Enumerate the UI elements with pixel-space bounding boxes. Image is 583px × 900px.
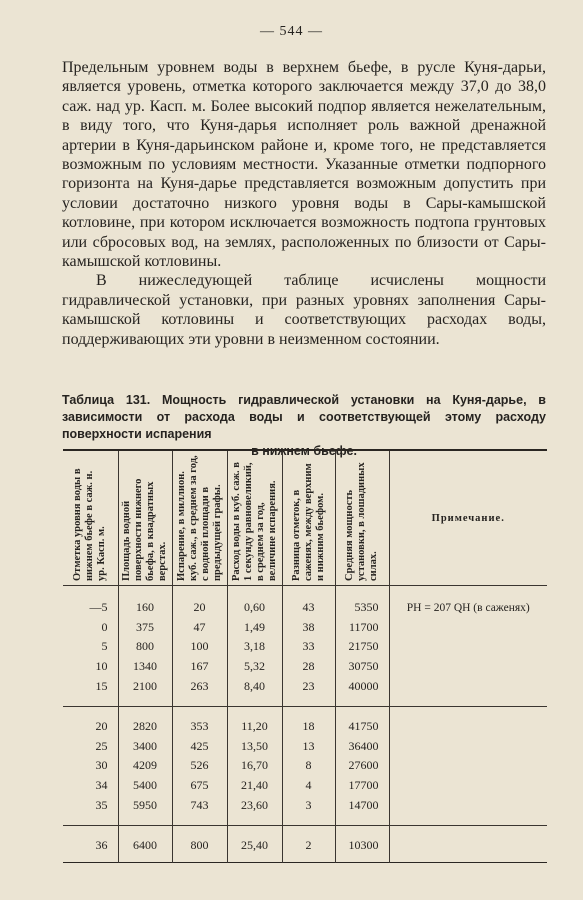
table-cell <box>389 637 547 657</box>
column-header: Отметка уровня воды в нижнем бьефе в саж. н. ур. Касп. м. <box>63 450 118 586</box>
table-row <box>63 795 547 825</box>
table-cell: 5350 <box>335 586 389 618</box>
table-caption-main: Таблица 131. Мощность гидравлической установки на Куня-дарье, в зависимости от расхода воды и соответствующей этому расходу поверхности испарения <box>62 393 546 441</box>
table-cell: 21750 <box>335 637 389 657</box>
table-row <box>63 676 547 706</box>
table-cell: 526 <box>172 756 227 776</box>
table-cell: 5950 <box>118 795 172 825</box>
table-cell: 36 <box>63 825 118 862</box>
table-cell: 375 <box>118 618 172 638</box>
table-cell: 3,18 <box>227 637 282 657</box>
table-cell <box>389 795 547 825</box>
table-cell: 8,40 <box>227 676 282 706</box>
table-cell: 263 <box>172 676 227 706</box>
table-cell: 0,60 <box>227 586 282 618</box>
table-cell: 2820 <box>118 706 172 736</box>
column-header: Средняя мощность установки, в лошадиных силах. <box>335 450 389 586</box>
table-cell <box>389 756 547 776</box>
paragraph-1: Предельным уровнем воды в верхнем бьефе, в русле Куня-дарьи, является уровень, отметка которого заключается между 37,0 до 38,0 саж. над ур. Касп. м. Более высокий подпор является нежелательным, в виду того, что Куня-дарья исполняет роль важной дренажной артерии в Куня-дарьинском районе и, кроме того, не представляется возможным по условиям местности. Указанные отметки подпорного горизонта на Куня-дарье представляется возможным допустить при условии достаточно низкого уровня воды в Сары-камышской котловине, при котором исключается возможность подтопа грунтовых или сбросовых вод, на землях, расположенных по близости от Сары-камышской котловины. <box>62 59 546 271</box>
table-cell <box>389 657 547 677</box>
table-row <box>63 637 547 657</box>
table-cell: 13,50 <box>227 737 282 757</box>
table-cell: 0 <box>63 618 118 638</box>
table-cell: 11,20 <box>227 706 282 736</box>
table-cell: 20 <box>63 706 118 736</box>
table-row <box>63 706 547 736</box>
table-cell: 28 <box>282 657 335 677</box>
column-header: Разница отметок, в саженях, между верхним и нижним бьефом. <box>282 450 335 586</box>
table-cell: 2 <box>282 825 335 862</box>
table-cell: 38 <box>282 618 335 638</box>
table-cell: 33 <box>282 637 335 657</box>
power-table <box>63 449 547 863</box>
table-cell: 25,40 <box>227 825 282 862</box>
table-cell: 14700 <box>335 795 389 825</box>
table-cell: 35 <box>63 795 118 825</box>
table-cell: 167 <box>172 657 227 677</box>
page-number: — 544 — <box>260 24 323 39</box>
table-cell: 425 <box>172 737 227 757</box>
table-cell <box>389 618 547 638</box>
table-cell: 100 <box>172 637 227 657</box>
table-row <box>63 586 547 618</box>
table-cell: 23 <box>282 676 335 706</box>
table-cell <box>389 825 547 862</box>
table-cell: 41750 <box>335 706 389 736</box>
table-row <box>63 825 547 862</box>
table-cell: 16,70 <box>227 756 282 776</box>
table-cell: 15 <box>63 676 118 706</box>
table-cell: 353 <box>172 706 227 736</box>
table-cell: 800 <box>172 825 227 862</box>
table-cell: 34 <box>63 776 118 796</box>
table-cell: 18 <box>282 706 335 736</box>
table-cell: 43 <box>282 586 335 618</box>
table-cell: 21,40 <box>227 776 282 796</box>
table-cell: 30 <box>63 756 118 776</box>
table-cell <box>389 776 547 796</box>
table-cell <box>389 737 547 757</box>
table-cell: 36400 <box>335 737 389 757</box>
table-cell <box>389 676 547 706</box>
column-header: Площадь водной поверхности нижнего бьефа, в квадратных верстах. <box>118 450 172 586</box>
table-cell: 25 <box>63 737 118 757</box>
column-header: Примечание. <box>389 450 547 586</box>
table-cell: 23,60 <box>227 795 282 825</box>
table-cell: 27600 <box>335 756 389 776</box>
table-cell: 20 <box>172 586 227 618</box>
table-cell: 800 <box>118 637 172 657</box>
table-cell: 6400 <box>118 825 172 862</box>
table-row <box>63 618 547 638</box>
table-cell: 40000 <box>335 676 389 706</box>
table-cell: 11700 <box>335 618 389 638</box>
table-cell: 10 <box>63 657 118 677</box>
table-cell: 1,49 <box>227 618 282 638</box>
table-cell: 10300 <box>335 825 389 862</box>
table-cell: 5,32 <box>227 657 282 677</box>
paragraph-2: В нижеследующей таблице исчислены мощности гидравлической установки, при разных уровнях заполнения Сары-камышской котловины и соответствующих расходах воды, поддерживающих эти уровни в неизменном состоянии. <box>62 272 546 348</box>
table-note: PH = 207 QH (в саженях) <box>389 586 547 618</box>
body-text <box>62 58 546 349</box>
table-cell: 5400 <box>118 776 172 796</box>
table-row <box>63 737 547 757</box>
table-header-row <box>63 450 547 586</box>
table-caption-last-line: в нижнем бьефе. <box>251 444 357 458</box>
table-cell: 4209 <box>118 756 172 776</box>
table-cell: 8 <box>282 756 335 776</box>
table-cell: 13 <box>282 737 335 757</box>
table-cell: 47 <box>172 618 227 638</box>
table-cell: 160 <box>118 586 172 618</box>
table-cell: 3 <box>282 795 335 825</box>
table-cell: 2100 <box>118 676 172 706</box>
table-cell: 743 <box>172 795 227 825</box>
table-cell: 3400 <box>118 737 172 757</box>
column-header: Испарение, в миллион. куб. саж., в среднем за год, с водной площади в предыдущей графы. <box>172 450 227 586</box>
table-cell: —5 <box>63 586 118 618</box>
table-cell: 1340 <box>118 657 172 677</box>
table-cell: 5 <box>63 637 118 657</box>
table-cell <box>389 706 547 736</box>
table-cell: 675 <box>172 776 227 796</box>
table-cell: 4 <box>282 776 335 796</box>
table-cell: 30750 <box>335 657 389 677</box>
column-header: Расход воды в куб. саж. в 1 секунду равновеликий, в среднем за год, величине испарения. <box>227 450 282 586</box>
table-row <box>63 756 547 776</box>
table-cell: 17700 <box>335 776 389 796</box>
table-row <box>63 776 547 796</box>
table-row <box>63 657 547 677</box>
